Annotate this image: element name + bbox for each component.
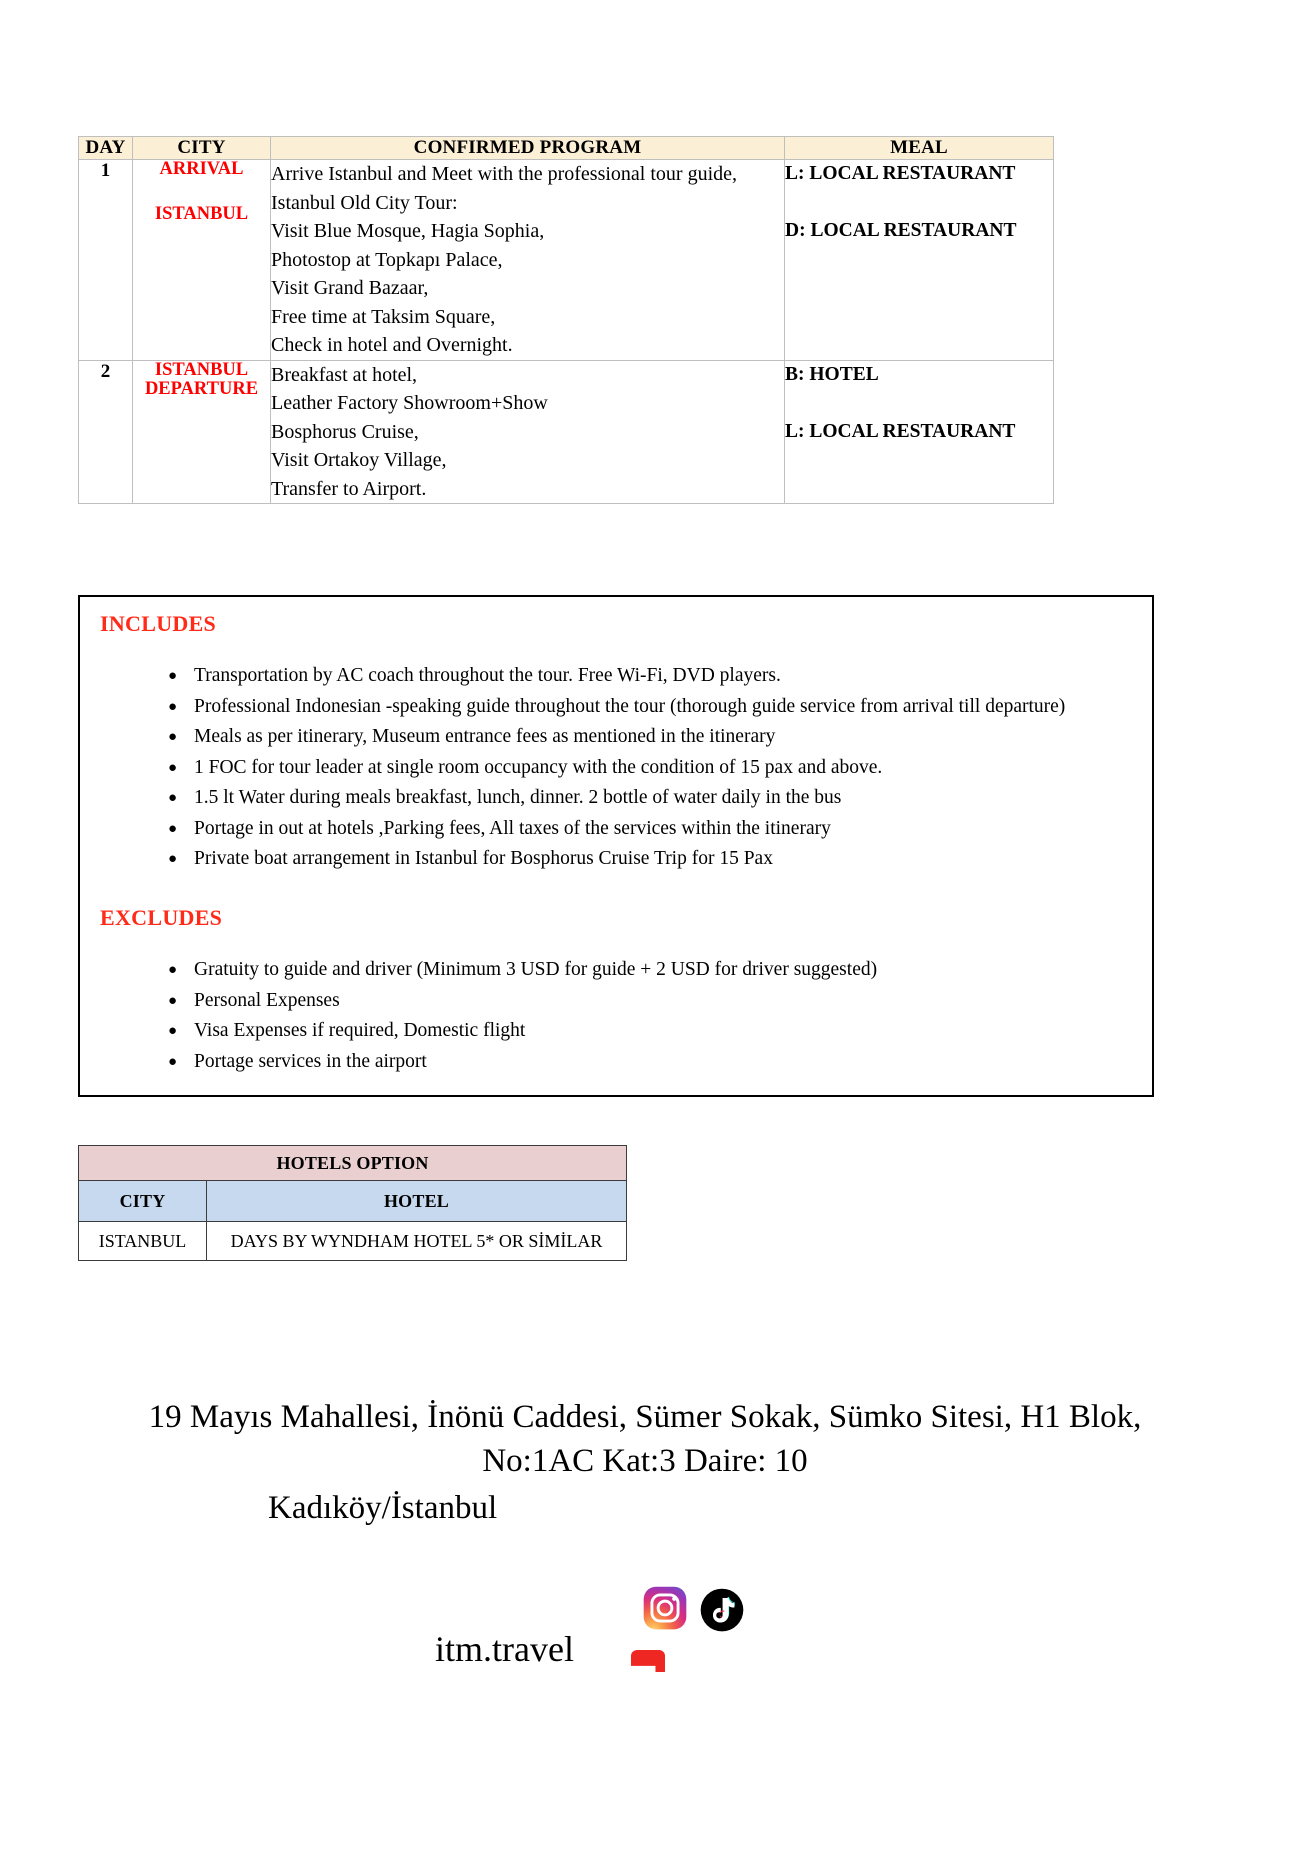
program-line: Bosphorus Cruise, [271,420,419,443]
program-cell [271,360,785,504]
itinerary-header-row [79,137,1054,160]
hotels-title-row [79,1146,627,1181]
column-header-hotel: HOTEL [207,1181,627,1222]
list-item: ● Personal Expenses [168,986,877,1017]
meal-line: D: LOCAL RESTAURANT [785,220,1017,241]
program-line: Arrive Istanbul and Meet with the professional tour guide, [271,163,737,185]
program-line: Transfer to Airport. [271,477,427,500]
city-cell [133,360,271,504]
instagram-icon[interactable] [643,1586,687,1630]
program-line: Leather Factory Showroom+Show [271,392,548,414]
list-item: ● Meals as per itinerary, Museum entrance fees as mentioned in the itinerary [168,722,1065,753]
column-header-meal: MEAL [785,137,1054,160]
city-line: ISTANBUL [154,204,249,225]
day-number: 1 [79,160,133,361]
column-header-city: CITY [133,137,271,160]
list-item: ● Gratuity to guide and driver (Minimum 3 USD for guide + 2 USD for driver suggested) [168,955,877,986]
excludes-list [168,955,877,1077]
hotels-title: HOTELS OPTION [79,1146,627,1181]
list-item: ● Visa Expenses if required, Domestic flight [168,1016,877,1047]
city-cell [133,160,271,361]
program-line: Breakfast at hotel, [271,363,418,386]
day-number: 2 [79,360,133,504]
column-header-program: CONFIRMED PROGRAM [271,137,785,160]
itinerary-table-container [78,136,1053,504]
spacer [133,179,270,205]
list-item: ● Portage in out at hotels ,Parking fees, All taxes of the services within the itinerary [168,814,1065,845]
table-row [79,160,1054,361]
meal-line: L: LOCAL RESTAURANT [785,163,1016,184]
column-header-city: CITY [79,1181,207,1222]
includes-title: INCLUDES [100,611,217,636]
excludes-title: EXCLUDES [100,905,223,930]
meal-line: L: LOCAL RESTAURANT [785,420,1016,442]
meal-line: B: HOTEL [785,363,879,385]
list-item: ● Portage services in the airport [168,1047,877,1078]
address-line-3: Kadıköy/İstanbul [268,1490,498,1526]
brand-and-social-row [0,1580,1290,1700]
footer [0,1395,1290,1669]
hotel-name: DAYS BY WYNDHAM HOTEL 5* OR SİMİLAR [207,1222,627,1261]
tiktok-icon[interactable] [700,1588,744,1632]
program-line: Istanbul Old City Tour: [271,191,458,214]
address-line-2: No:1AC Kat:3 Daire: 10 [482,1443,808,1479]
column-header-day: DAY [79,137,133,160]
program-line: Free time at Taksim Square, [271,305,496,328]
includes-list [168,661,1065,875]
address-line-1: 19 Mayıs Mahallesi, İnönü Caddesi, Sümer Sokak, Sümko Sitesi, H1 Blok, [148,1399,1142,1435]
list-item: ● Professional Indonesian -speaking guide throughout the tour (thorough guide service from arrival till departure) [168,692,1065,723]
table-row [79,360,1054,504]
program-cell [271,160,785,361]
youtube-icon[interactable] [631,1650,665,1672]
hotels-option-table [78,1145,627,1261]
list-item: ● Transportation by AC coach throughout the tour. Free Wi-Fi, DVD players. [168,661,1065,692]
meal-cell [785,160,1054,361]
program-line: Photostop at Topkapı Palace, [271,248,503,271]
meal-cell [785,360,1054,504]
hotels-option-container [78,1145,627,1261]
table-row [79,1222,627,1261]
list-item: ● 1 FOC for tour leader at single room occupancy with the condition of 15 pax and above. [168,753,1065,784]
includes-excludes-box [78,595,1154,1097]
company-address [0,1395,1290,1530]
program-line: Visit Ortakoy Village, [271,449,447,471]
city-line: DEPARTURE [144,378,259,399]
city-line: ISTANBUL [154,359,249,380]
itinerary-table [78,136,1054,504]
hotel-city: ISTANBUL [79,1222,207,1261]
program-line: Visit Blue Mosque, Hagia Sophia, [271,220,545,242]
list-item: ● Private boat arrangement in Istanbul for Bosphorus Cruise Trip for 15 Pax [168,844,1065,875]
hotels-header-row [79,1181,627,1222]
program-line: Check in hotel and Overnight. [271,334,513,356]
program-line: Visit Grand Bazaar, [271,277,429,299]
list-item: ● 1.5 lt Water during meals breakfast, lunch, dinner. 2 bottle of water daily in the bus [168,783,1065,814]
brand-name: itm.travel [435,1629,574,1669]
city-line: ARRIVAL [159,159,244,179]
